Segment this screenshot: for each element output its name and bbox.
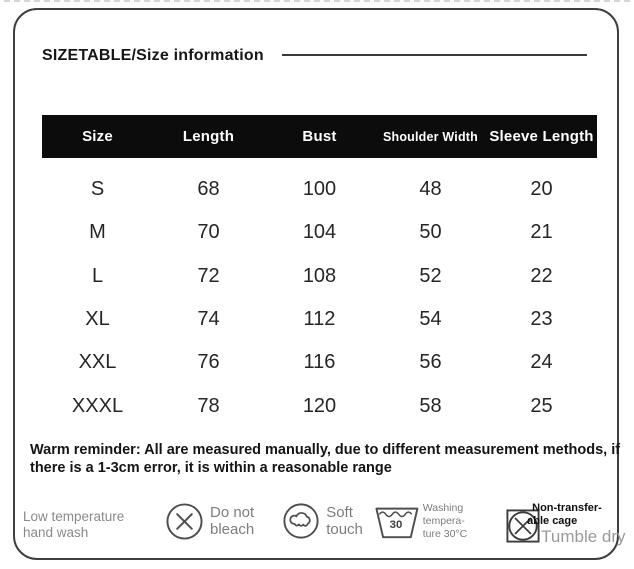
cell-size: M: [89, 221, 106, 244]
hand-wash-label: Low temperature hand wash: [23, 508, 125, 540]
care-item-tumble-dry: [506, 501, 626, 554]
size-table-body: [42, 168, 597, 428]
cell-sleeve: 21: [530, 221, 553, 244]
title-divider: [282, 44, 587, 68]
cell-bust: 104: [302, 221, 337, 244]
size-info-card: [13, 8, 626, 560]
warm-reminder-line2: there is a 1-3cm error, it is within a reasonable range: [30, 459, 392, 476]
cell-size: L: [91, 264, 104, 287]
table-row: [42, 255, 597, 298]
non-transferable-cage-line1: Non-transfer-: [532, 501, 602, 514]
page-title: SIZETABLE/Size information: [42, 47, 264, 64]
cell-shoulder: 58: [419, 394, 442, 417]
care-item-washing-temperature: [375, 502, 504, 541]
cell-length: 68: [197, 178, 220, 201]
cell-length: 70: [197, 221, 220, 244]
non-transferable-cage-line2: able cage: [527, 514, 578, 527]
cell-bust: 116: [303, 351, 336, 374]
warm-reminder-line1: Warm reminder: All are measured manually, due to different measurement methods, if: [30, 441, 621, 458]
cell-shoulder: 50: [419, 221, 442, 244]
size-table: [42, 115, 597, 428]
cell-sleeve: 20: [530, 178, 553, 201]
divider-line: [282, 54, 587, 56]
column-header-sleeve-length: Sleeve Length: [489, 128, 594, 145]
cell-sleeve: 25: [530, 394, 553, 417]
cell-length: 72: [197, 264, 220, 287]
cell-bust: 108: [302, 264, 337, 287]
cell-length: 78: [197, 394, 220, 417]
cell-sleeve: 22: [530, 264, 553, 287]
cell-size: XXL: [78, 351, 117, 374]
cell-length: 74: [197, 308, 220, 331]
table-row: [42, 211, 597, 254]
care-item-hand-wash: [23, 502, 149, 541]
warm-reminder: [30, 441, 621, 477]
cell-shoulder: 48: [419, 178, 442, 201]
soft-touch-icon: [282, 502, 320, 540]
tumble-dry-label: Tumble dry: [541, 526, 626, 546]
cell-bust: 112: [303, 308, 336, 331]
washing-temperature-value: 30: [389, 518, 403, 531]
do-not-bleach-label: Do not bleach: [209, 504, 255, 539]
washing-temperature-label: Washing tempera- ture 30°C: [422, 501, 468, 540]
cell-sleeve: 23: [530, 308, 553, 331]
cell-bust: 120: [302, 394, 337, 417]
cell-sleeve: 24: [530, 351, 553, 374]
cell-shoulder: 56: [419, 351, 442, 374]
cell-bust: 100: [302, 178, 337, 201]
table-row: [42, 298, 597, 341]
table-row: [42, 168, 597, 211]
column-header-length: Length: [182, 128, 235, 145]
care-item-do-not-bleach: [165, 502, 254, 541]
do-not-bleach-icon: [165, 502, 204, 541]
cell-size: XXXL: [71, 394, 124, 417]
top-edge-artifact: [4, 0, 630, 2]
table-row: [42, 384, 597, 427]
cell-size: XL: [85, 308, 110, 331]
care-item-soft-touch: [282, 502, 363, 540]
title-row: [42, 44, 587, 68]
column-header-bust: Bust: [302, 128, 337, 145]
column-header-shoulder-width: Shoulder Width: [382, 129, 479, 144]
soft-touch-label: Soft touch: [326, 503, 363, 538]
care-instructions-row: [23, 501, 626, 554]
cell-length: 76: [197, 351, 220, 374]
table-row: [42, 341, 597, 384]
cell-shoulder: 52: [419, 264, 442, 287]
washing-temperature-icon: [375, 503, 419, 540]
column-header-size: Size: [82, 128, 113, 145]
cell-size: S: [90, 178, 105, 201]
cell-shoulder: 54: [419, 308, 442, 331]
size-table-header: [42, 115, 597, 158]
